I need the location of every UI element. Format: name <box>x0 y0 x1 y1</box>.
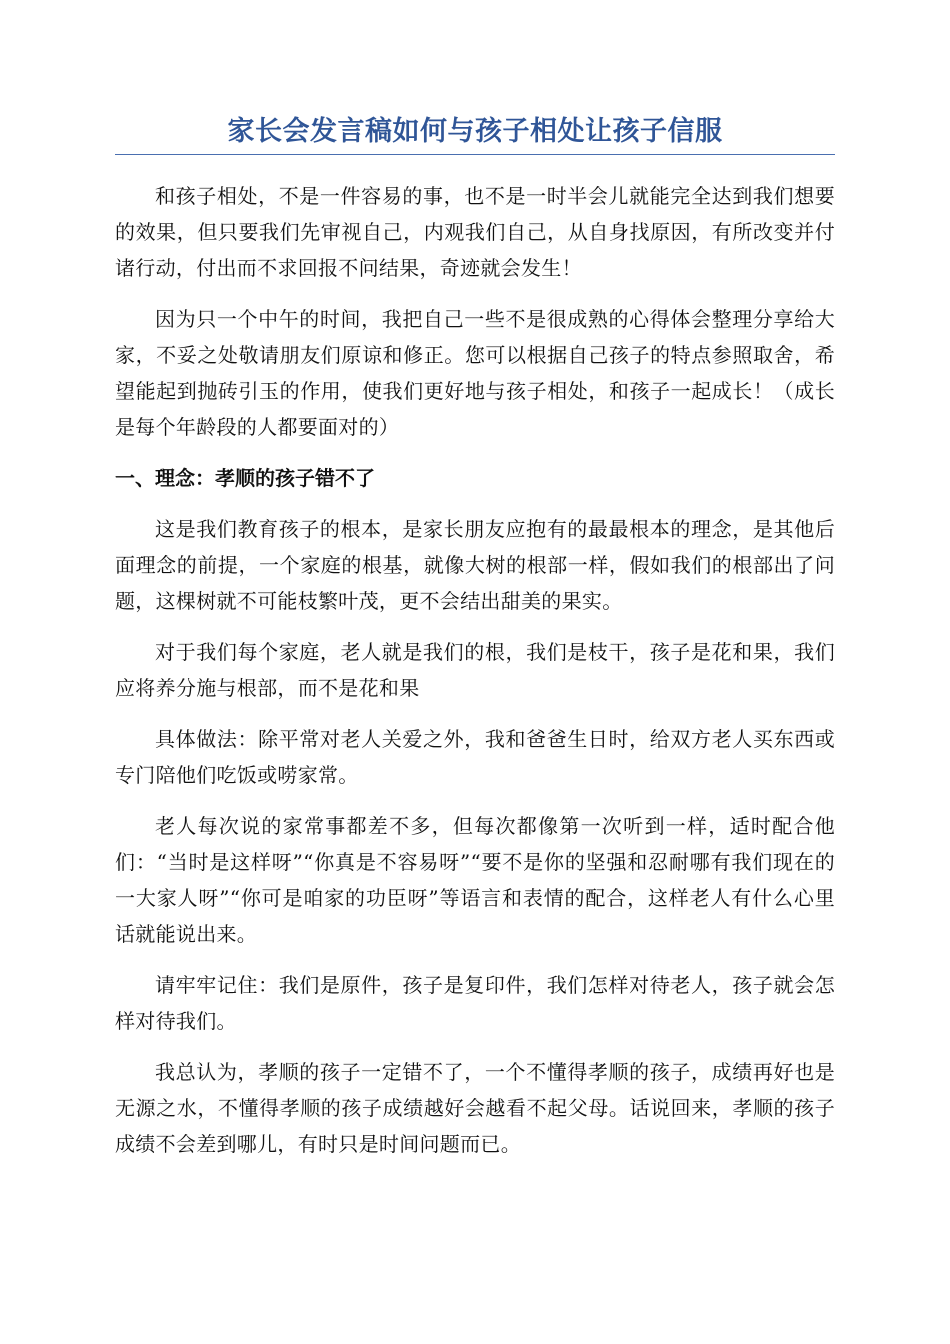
section1-paragraph-6: 我总认为，孝顺的孩子一定错不了，一个不懂得孝顺的孩子，成绩再好也是无源之水，不懂得孝顺的孩子成绩越好会越看不起父母。话说回来，孝顺的孩子成绩不会差到哪儿，有时只是时间问题而已。 <box>115 1060 835 1156</box>
paragraph-intro-1: 和孩子相处，不是一件容易的事，也不是一时半会儿就能完全达到我们想要的效果，但只要我们先审视自己，内观我们自己，从自身找原因，有所改变并付诸行动，付出而不求回报不问结果，奇迹就会发生！ <box>115 184 835 280</box>
section1-paragraph-5: 请牢牢记住：我们是原件，孩子是复印件，我们怎样对待老人，孩子就会怎样对待我们。 <box>115 973 835 1033</box>
section1-paragraph-4: 老人每次说的家常事都差不多，但每次都像第一次听到一样，适时配合他们：“当时是这样呀”“你真是不容易呀”“要不是你的坚强和忍耐哪有我们现在的一大家人呀”“你可是咱家的功臣呀”等语言和表情的配合，这样老人有什么心里话就能说出来。 <box>115 814 835 946</box>
section1-paragraph-3: 具体做法：除平常对老人关爱之外，我和爸爸生日时，给双方老人买东西或专门陪他们吃饭或唠家常。 <box>115 727 835 787</box>
section1-paragraph-1: 这是我们教育孩子的根本，是家长朋友应抱有的最最根本的理念，是其他后面理念的前提，一个家庭的根基，就像大树的根部一样，假如我们的根部出了问题，这棵树就不可能枝繁叶茂，更不会结出甜美的果实。 <box>115 517 835 613</box>
document-page <box>115 112 835 1177</box>
section1-paragraph-2: 对于我们每个家庭，老人就是我们的根，我们是枝干，孩子是花和果，我们应将养分施与根部，而不是花和果 <box>115 640 835 700</box>
paragraph-intro-2: 因为只一个中午的时间，我把自己一些不是很成熟的心得体会整理分享给大家，不妥之处敬请朋友们原谅和修正。您可以根据自己孩子的特点参照取舍，希望能起到抛砖引玉的作用，使我们更好地与孩子相处，和孩子一起成长！（成长是每个年龄段的人都要面对的） <box>115 307 835 439</box>
document-title: 家长会发言稿如何与孩子相处让孩子信服 <box>115 112 835 155</box>
section-heading-1: 一、理念：孝顺的孩子错不了 <box>115 466 375 490</box>
